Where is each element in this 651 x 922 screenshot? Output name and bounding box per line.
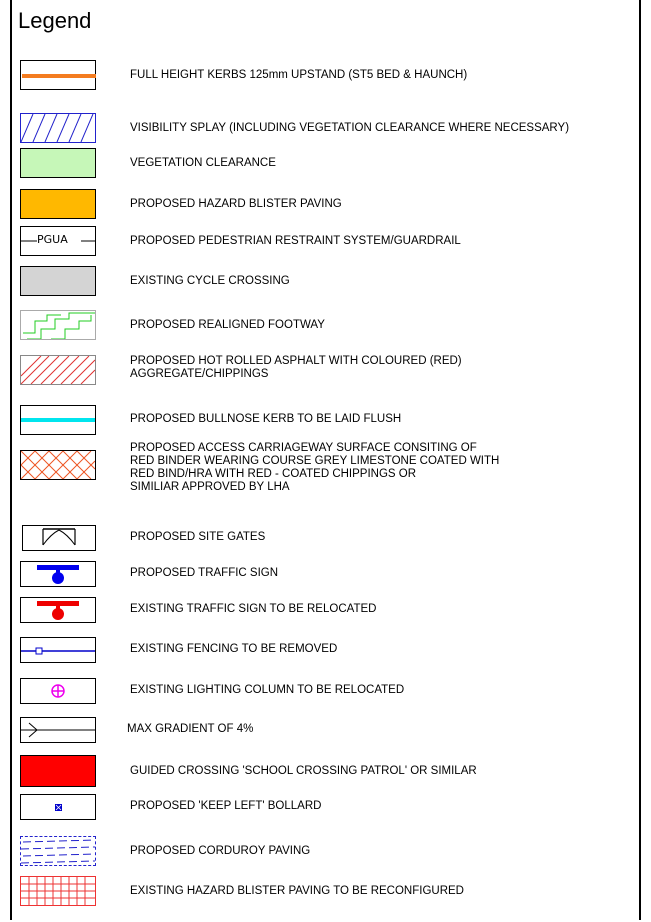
traffic-sign-icon	[20, 561, 96, 587]
pgua-text: PGUA	[37, 233, 68, 246]
blue-dash-pattern-icon	[20, 836, 96, 866]
legend-item-label: PROPOSED REALIGNED FOOTWAY	[130, 319, 325, 331]
orange-line-icon	[20, 60, 96, 90]
legend-item-label-line2: RED BINDER WEARING COURSE GREY LIMESTONE COATED WITH	[130, 455, 500, 467]
red-crosshatch-icon	[20, 450, 96, 480]
legend-item-label: PROPOSED HOT ROLLED ASPHALT WITH COLOURED (RED)	[130, 355, 462, 367]
legend-item-label: PROPOSED 'KEEP LEFT' BOLLARD	[130, 800, 322, 812]
legend-item-label: PROPOSED BULLNOSE KERB TO BE LAID FLUSH	[130, 413, 402, 425]
red-grid-pattern-icon	[20, 876, 96, 906]
grey-fill-swatch	[20, 266, 96, 296]
gate-icon	[22, 525, 96, 551]
legend-item-label: PROPOSED SITE GATES	[130, 531, 266, 543]
legend-title: Legend	[18, 8, 92, 33]
legend-item-label-line3: RED BIND/HRA WITH RED - COATED CHIPPINGS OR	[130, 468, 417, 480]
legend-item-label: PROPOSED PEDESTRIAN RESTRAINT SYSTEM/GUARDRAIL	[130, 235, 461, 247]
legend-item-label-line4: SIMILIAR APPROVED BY LHA	[130, 481, 290, 493]
cyan-line-icon	[20, 405, 96, 435]
green-fill-swatch	[20, 148, 96, 178]
legend-item-label: GUIDED CROSSING 'SCHOOL CROSSING PATROL' OR SIMILAR	[130, 765, 477, 777]
legend-item-label: EXISTING LIGHTING COLUMN TO BE RELOCATED	[130, 684, 405, 696]
lighting-column-icon	[20, 678, 96, 704]
fence-line-icon	[20, 637, 96, 663]
legend-item-label: VISIBILITY SPLAY (INCLUDING VEGETATION CLEARANCE WHERE NECESSARY)	[130, 122, 570, 134]
red-hatch-icon	[20, 355, 96, 385]
legend-item-label: PROPOSED CORDUROY PAVING	[130, 845, 311, 857]
legend-item-label-line2: AGGREGATE/CHIPPINGS	[130, 368, 269, 380]
blue-hatch-icon	[20, 113, 96, 143]
legend-item-label: PROPOSED TRAFFIC SIGN	[130, 567, 279, 579]
red-fill-swatch	[20, 755, 96, 787]
bollard-icon	[20, 794, 96, 820]
legend-item-label: FULL HEIGHT KERBS 125mm UPSTAND (ST5 BED & HAUNCH)	[130, 69, 468, 81]
green-step-pattern-icon	[20, 310, 96, 340]
legend-item-label: EXISTING CYCLE CROSSING	[130, 275, 290, 287]
legend-item-label: EXISTING TRAFFIC SIGN TO BE RELOCATED	[130, 603, 377, 615]
legend-item-label: VEGETATION CLEARANCE	[130, 157, 276, 169]
legend-item-label: PROPOSED ACCESS CARRIAGEWAY SURFACE CONSITING OF	[130, 442, 477, 454]
orange-fill-swatch	[20, 189, 96, 219]
relocated-sign-icon	[20, 597, 96, 623]
arrow-icon	[20, 717, 96, 743]
legend-item-label: PROPOSED HAZARD BLISTER PAVING	[130, 198, 342, 210]
legend-item-label: MAX GRADIENT OF 4%	[127, 723, 254, 735]
legend-item-label: EXISTING FENCING TO BE REMOVED	[130, 643, 338, 655]
legend-item-label: EXISTING HAZARD BLISTER PAVING TO BE RECONFIGURED	[130, 885, 464, 897]
